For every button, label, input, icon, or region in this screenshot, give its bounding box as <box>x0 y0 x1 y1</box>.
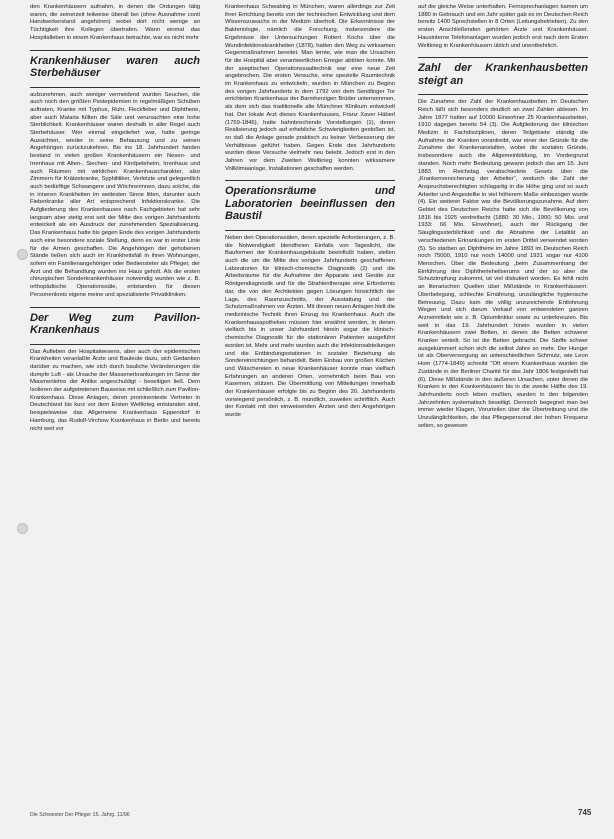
section-divider <box>418 94 588 95</box>
column-2-body-paragraph: Krankenhaus Schwabing in München, waren allerdings zur Zeit ihrer Errichtung bereits von der technischen Entwicklung und dem Wissenszuwachs in der Medizin überholt. Die Erkenntnisse der Bakteriologie, nämlich die Forschung, insbesondere die Ergebnisse der Untersuchungen Robert Kochs über die Wundinfektionskrankheiten (1878), hatten den Weg zu wirksamen Gegenmaßnahmen bereitet. Man lernte, wie man die Ursachen für die Hospitäl aber verantwortlichen Erreger abtöten konnte. Mit der aseptischen Operationssaaltechnik war eine neue Zeit angebrochen. Die ersten Versuche, eine spezielle Raumtechnik im Krankenhaus zu entwickeln, wurden in München zu Beginn des vorigen Jahrhunderts in dem 1792 von dem Sendlinger Tor errichteten Krankenhaus der Barmherzigen Brüder unternommen, als dem sich das traditionelle alte Münchner Klinikum entwickelt hat. Der lokale Arzt dieses Krankenhauses, Franz Xaver Häberl (1759-1846), hatte bahnbrechende Vorstellungen (1), deren Realisierung jedoch auf erhebliche Schwierigkeiten gestoßen ist, so daß die Anlage gerade praktisch zu keiner Verbesserung der Verhältnisse geführt haben. Gegen Ende des Jahrhunderts wurden diese Versuche vielmehr neu belebt. Jedoch erst in den Jahren vor dem Zweiten Weltkrieg konnten wirksamere Vollklimaanlage, Installationen geschaffen werden. <box>225 4 395 172</box>
column-3-body-paragraph: auf die gleiche Weise unterhalten. Fernsprechanlagen kamen um 1880 in Gebrauch und ein Jahr später gab es im Deutschen Reich bereits 1400 Sprechstellen in 8 Orten (Leitungsbetrieben). Zu den ersten Anschließenden gehörten Ärzte und Krankenhäuser. Hausinterne Telefonanlagen wurden jedoch erst nach dem Ersten Weltkrieg in Krankenhäusern üblich und unentbehrlich. <box>418 4 588 49</box>
column-3 <box>418 4 588 804</box>
heading-pavillon-krankenhaus: Der Weg zum Pavillon-Krankenhaus <box>30 311 200 336</box>
section-divider <box>30 87 200 88</box>
column-1-body-paragraph-2: Das Aufleben der Hospitalwesens, aber auch der epidemischen Krankheiten veranlaßte Ärzte und Bauleute dazu, sich Gedanken darüber zu machen, wie sich durch bauliche Veränderungen die dumpfe Luft - als Ursache der Massenerkrankungen im Sinne der Miasmenlehre der Antike angeschuldigt - beseitigen ließ. Dem Isolieren der aufgetretenen Bauweise mit schließlich zum Pavillon-Krankenhaus. Diese Anlagen, deren prominenteste Vertreter in Deutschland bis kurz vor dem Ersten Weltkrieg entstanden sind, beispielsweise das Allgemeine Krankenhaus Eppendorf in Hamburg, das Rudolf-Virchow Krankenhaus in Berlin und bereits nicht weit vor <box>30 348 200 432</box>
column-3-body-paragraph-2: Die Zunahme der Zahl der Krankenhausbetten im Deutschen Reich läßt sich besonders deutlich an zwei Zahlen ablesen. Im Jahre 1877 hatten auf 10000 Einwohner 25 Krankenhausbetten, 1910 dagegen bereits 54 (3). Die Aufgliederung der klinischen Medizin in Fachdisziplinen, deren Teilgebiete ständig die Aufnahme der Kranken vorantreibt, war einer der Gründe für die Zunahme der Krankenanstalten, wobei die sozialen Gründe, insbesondere auch die Allgemeinbildung, im Vordergrund standen. Noch mehr Bedeutung gewann jedoch das am 15. Juni 1883 im Reichstag verabschiedete Gesetz über die „Krankenversicherung der Arbeiter“, wodurch die Zahl der Anspruchsberechtigten schlagartig in die Höhe ging und so auch Arbeiter und Angestellte in viel höherem Maße einbezogen wurde (4). Ein weiterer Faktor war die Bevölkerungszunahme. Auf dem Gebiet des Deutschen Reichs hatte sich die Bevölkerung von 1816 bis 1925 verdreifacht (1880: 30 Mio., 1900: 50 Mio. und 1933: 66 Mio. Einwohner), auch der Rückgang der Säuglingssterblichkeit und die Abnahme der Letalität an verschiedenen Erkrankungen im ersten Drittel verwendet worden (5). So starben an Diphtherie im Jahre 1893 im Deutschen Reich noch 75000, 1910 nur noch 14000 und 1931 sogar nur 4100 Menschen. Über die Bedeutung „beim Zusammenhang der Einführung des Diphtherieheilserums und der so aber die Schutzimpfung zukommt, ist viel diskutiert worden. Es fehlt nicht an literarischen Quellen über Mißstände in Krankenhäusern: Überbelegung, schlechte Ernährung, unzulängliche hygienische Betreuung. Dazu kam die völlig unzureichende Entlohnung Wegen und sich darum Verkauf von entwendeten ganzen Arzneimitteln wie z. B. Opiumtinktur sowie zu unterkreuzen. Bis weit in das 19. Jahrhundert hinein wurden in vielen Krankenhäusern zwei Betten, in denen die Betten schwerer Kranker verteilt. So ist die Betten gebracht. Die Stoffe schwer ausgekümmert schon sich die selbst Jahre so mehr. Der Hunger ist als Oberversorgung an unterschiedlichen Schmutz, wie Leon Hom (1774-1849) schreibt "Oft einem Krankenhaus wurden die Zustände in der Berliner Charité für das Jahr 1806 festgestellt hat (6). Diese Mißstände in den äußeren Ursachen, unter denen die Kranken in den Krankenhäusern bis in die zweite Hälfte des 19. Jahrhunderts noch leben mußten, wurden in den folgenden Jahrzehnten systematisch beseitigt. Dennoch begegnet man bei immer wieder Klagen, Vorurteilen über die Übertreibung und die Unzulänglichkeiten, die das Pflegepersonal der hohen Frequenz selten, so gewesen <box>418 99 588 429</box>
section-divider <box>30 50 200 51</box>
section-divider <box>30 307 200 308</box>
page-number: 745 <box>578 808 592 817</box>
heading-operationsraeume: Operationsräume und Laboratorien beeinflussen den Baustil <box>225 185 395 223</box>
column-2-body-paragraph-2: Neben den Operationssälen, deren spezielle Anforderungen, z. B. die Notwendigkeit blendfreien Einfalls von Tageslicht, die Bauformen der Krankenhausgebäude beeinflußt haben, stellen auch die um die Mitte des vorigen Jahrhunderts geschaffenen Laboratorien für klinisch-chemische Diagnostik (2) und die Arbeitsräume für die Aufnahme der Apparate und Geräte zur Röntgendiagnostik und für die Strahlentherapie eine Erfordernis dar, die von den Architekten gegen Lösungen hinsichtlich der Lage, des Raumzuschnitts, der Ausstattung und der Schutzmaßnahmen vor Ärzten. Mit diesen neuen Anlagen hielt die medizinische Technik ihren Einzug ins Krankenhaus. Auch die Krankenhausapotheken müssen hier erwähnt werden, in denen vielfach bis in unser Jahrhundert hinein sogar die klinisch-chemische Diagnostik für die stationären Patienten ausgeführt worden ist. Mehr und mehr wurden auch die Infektionsabteilungen und die Entbindungsstationen in sozialer Beziehung als Sondereinrichtungen behandelt. Beim Einbau von großen Küchen und Wäschereien in neue Krankenhäuser konnte man vielfach Erfahrungen an anderen Orten, vornehmlich beim Bau von Kasernen, stützen. Die Übermittlung von Mitteilungen innerhalb der Krankenhäuser erfolgte bis zu Beginn des 20. Jahrhunderts vorwiegend persönlich, z. B. mündlich, zuweilen schriftlich. Auch der Kontakt mit den einweisenden Ärzten und den Angehörigen wurde <box>225 234 395 419</box>
section-divider <box>418 57 588 58</box>
section-divider <box>225 180 395 181</box>
heading-krankenhausbetten: Zahl der Krankenhausbetten steigt an <box>418 62 588 87</box>
journal-footer: Die Schwester Der Pfleger 15. Jahrg. 11/96 <box>30 812 130 818</box>
column-1-body-paragraph: aufzunehmen, auch weniger vermeidend wurden Seuchen, die auch noch den größten Pestepidemien in regelmäßigen Schüben auftraten, Kranke mit Typhus, Ruhr, Fleckfieber und Diphtherie, aber auch Malaria füllten die Säle und verursachten eine hohe Sterblichkeit. Krankenhäuser waren deshalb in aller Regel auch Sterbehäuser. Wer einmal eingeliefert war, hatte geringe Aussichten, wieder in seine Behausung und zu seinen Angehörigen zurückzukehren. Bis ins 18. Jahrhundert fanden bestand in vielen großen Krankenhäusern ein Nesen- und Irrenhaus mit Alten-, Siechen- und Kindpeleheim, Irrenhaus und auch Räumen mit wirklichen Krankenhauscharakter, also Zimmern für Krätzekranke, Syphilitiker, Verletzte und gelegentlich auch bedürftige Schwangere und Wöchnerinnen, dazu solche, die in inneren Krankheiten im weitesten Sinne litten, darunter auch Fieberkranke aller Art entsprechend Infektionskranke. Die Aufgliederung des Krankenhauses nach Fachgebieten hat sehr langsam aber stetig erst seit der Mitte des vorigen Jahrhunderts entwickelt als ein Ausdruck der zunehmenden Spezialisierung. Das Krankenhaus hatte bis gegen Ende des vorigen Jahrhunderts auch eine besondere soziale Stellung, denn es war in erster Linie für die Armen geschaffen. Die Angehörigen der gehobenen Stände ließen sich auch im Krankheitsfall in ihren Wohnungen, sofern ein Familienangehöriger oder Bediensteter als Pfleger, der Arzt und die Behandlung wurden ins Haus geholt. Als die ersten chirurgischen Sonderkrankenhäuser notwendig wurden wie z. B. orthopädische Operationssäle, entstanden für diesen Personenkreis eigene meine und spezialisierte Privatkliniken. <box>30 91 200 298</box>
punch-hole-mark <box>17 523 28 534</box>
section-divider <box>225 230 395 231</box>
column-1-intro-paragraph: den Krankenhäusern aufnahm, in denen die Ordungen tätig waren, die seinerzeit teilweise überall bei (ohne Ausnahme conti Handwerkerstand angehören) wobei dort nicht wenige an Tüchtigkeit ihre Kollegen übertrafen. Wann einmal das Hospitalleben in einem Krankenhaus betrachte, war es nicht mehr <box>30 4 200 41</box>
heading-sterbehaeuser: Krankenhäuser waren auch Sterbehäuser <box>30 54 200 80</box>
punch-hole-mark <box>17 249 28 260</box>
column-2 <box>225 4 395 804</box>
section-divider <box>30 344 200 345</box>
column-1 <box>30 4 200 812</box>
